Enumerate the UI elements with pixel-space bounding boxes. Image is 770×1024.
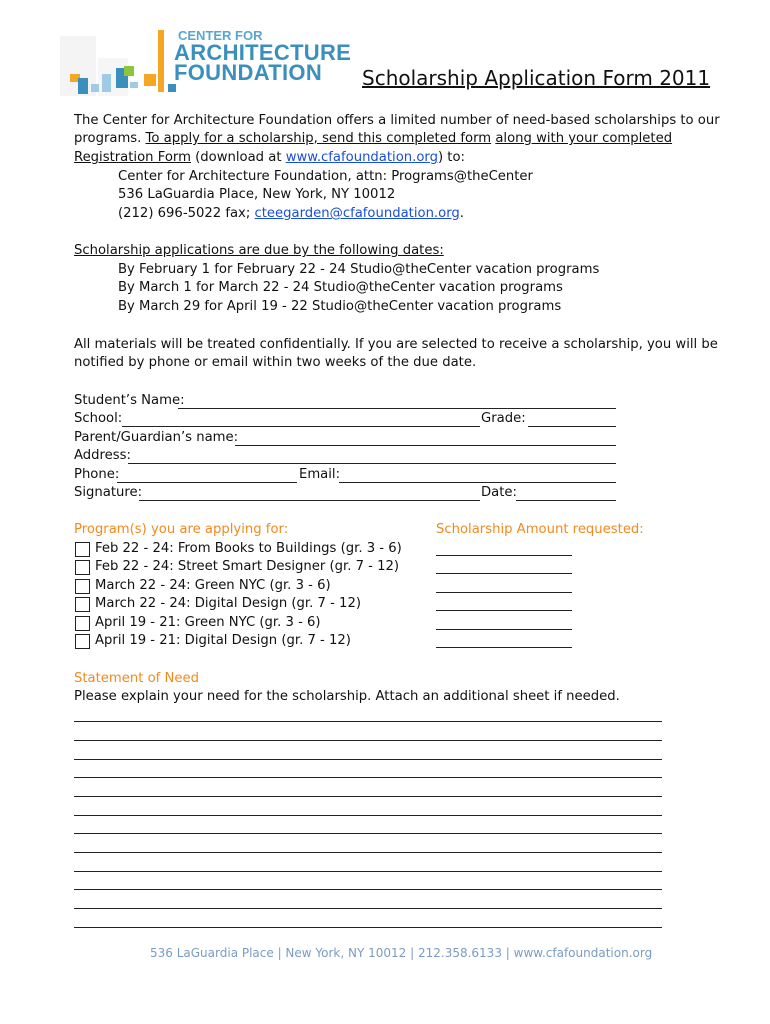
phone-field[interactable]: [117, 482, 297, 483]
registration-form-text: Registration Form: [74, 150, 191, 165]
student-name-field[interactable]: [178, 408, 616, 409]
phone-label: Phone:: [74, 467, 120, 482]
footer-contact: 536 LaGuardia Place | New York, NY 10012 | 212.358.6133 | www.cfafoundation.org: [150, 946, 653, 960]
need-line-1[interactable]: [74, 721, 662, 722]
date-item-3: By March 29 for April 19 - 22 Studio@theCenter vacation programs: [118, 299, 562, 314]
address-line-2: 536 LaGuardia Place, New York, NY 10012: [118, 187, 396, 202]
parent-field[interactable]: [235, 445, 616, 446]
need-line-9[interactable]: [74, 871, 662, 872]
form-title: Scholarship Application Form 2011: [362, 66, 711, 90]
amount-field-6[interactable]: [436, 647, 572, 648]
confidential-line-2: notified by phone or email within two weeks of the due date.: [74, 355, 477, 370]
intro-line-3: [74, 149, 465, 168]
need-line-4[interactable]: [74, 777, 662, 778]
program-item-5: April 19 - 21: Green NYC (gr. 3 - 6): [95, 615, 321, 630]
intro-instructions-2: along with your completed: [495, 131, 673, 146]
amount-field-1[interactable]: [436, 555, 572, 556]
intro-text: programs.: [74, 131, 146, 146]
amount-field-5[interactable]: [436, 629, 572, 630]
amount-field-4[interactable]: [436, 610, 572, 611]
address-line-3: [118, 205, 464, 224]
amount-heading: Scholarship Amount requested:: [436, 522, 644, 537]
need-line-12[interactable]: [74, 927, 662, 928]
school-label: School:: [74, 411, 123, 426]
grade-label: Grade:: [481, 411, 526, 426]
amount-field-3[interactable]: [436, 592, 572, 593]
need-line-11[interactable]: [74, 908, 662, 909]
period: .: [459, 206, 464, 221]
dates-heading: Scholarship applications are due by the following dates:: [74, 243, 444, 258]
date-item-2: By March 1 for March 22 - 24 Studio@theCenter vacation programs: [118, 280, 563, 295]
need-heading: Statement of Need: [74, 671, 199, 686]
student-name-label: Student’s Name:: [74, 393, 185, 408]
program-item-4: March 22 - 24: Digital Design (gr. 7 - 12): [95, 596, 361, 611]
intro-instructions: To apply for a scholarship, send this completed form: [145, 131, 492, 146]
program-checkbox-6[interactable]: [75, 634, 90, 649]
logo-line-2: ARCHITECTURE: [174, 40, 352, 65]
date-item-1: By February 1 for February 22 - 24 Studio@theCenter vacation programs: [118, 262, 600, 277]
need-line-8[interactable]: [74, 852, 662, 853]
program-item-1: Feb 22 - 24: From Books to Buildings (gr. 3 - 6): [95, 541, 402, 556]
need-line-2[interactable]: [74, 740, 662, 741]
program-checkbox-4[interactable]: [75, 597, 90, 612]
programs-heading: Program(s) you are applying for:: [74, 522, 289, 537]
logo-line-1: CENTER FOR: [178, 28, 263, 43]
address-field[interactable]: [128, 463, 616, 464]
program-checkbox-2[interactable]: [75, 560, 90, 575]
date-field[interactable]: [516, 500, 616, 501]
website-link[interactable]: www.cfafoundation.org: [285, 150, 438, 165]
need-line-5[interactable]: [74, 796, 662, 797]
date-label: Date:: [481, 485, 517, 500]
address-label: Address:: [74, 448, 131, 463]
parent-label: Parent/Guardian’s name:: [74, 430, 239, 445]
need-line-10[interactable]: [74, 889, 662, 890]
download-text: (download at: [190, 150, 286, 165]
need-line-6[interactable]: [74, 815, 662, 816]
confidential-line-1: All materials will be treated confidentially. If you are selected to receive a scholarship, you will be: [74, 337, 718, 352]
email-label: Email:: [299, 467, 341, 482]
program-checkbox-3[interactable]: [75, 579, 90, 594]
signature-field[interactable]: [139, 500, 480, 501]
grade-field[interactable]: [528, 426, 616, 427]
program-checkbox-5[interactable]: [75, 616, 90, 631]
intro-line-1: The Center for Architecture Foundation offers a limited number of need-based scholarships to our: [74, 113, 720, 128]
program-item-3: March 22 - 24: Green NYC (gr. 3 - 6): [95, 578, 331, 593]
to-text: ) to:: [437, 150, 465, 165]
need-line-3[interactable]: [74, 759, 662, 760]
program-item-6: April 19 - 21: Digital Design (gr. 7 - 12): [95, 633, 351, 648]
email-field[interactable]: [339, 482, 616, 483]
need-instructions: Please explain your need for the scholarship. Attach an additional sheet if needed.: [74, 689, 620, 704]
school-field[interactable]: [122, 426, 480, 427]
program-item-2: Feb 22 - 24: Street Smart Designer (gr. 7 - 12): [95, 559, 400, 574]
logo-graphic: [58, 28, 178, 98]
fax-text: (212) 696-5022 fax;: [118, 206, 255, 221]
intro-line-2: [74, 130, 672, 149]
address-line-1: Center for Architecture Foundation, attn: Programs@theCenter: [118, 169, 533, 184]
logo: [58, 28, 352, 98]
email-link[interactable]: cteegarden@cfafoundation.org: [254, 206, 460, 221]
amount-field-2[interactable]: [436, 573, 572, 574]
program-checkbox-1[interactable]: [75, 542, 90, 557]
logo-line-3: FOUNDATION: [174, 60, 323, 85]
signature-label: Signature:: [74, 485, 143, 500]
need-line-7[interactable]: [74, 833, 662, 834]
